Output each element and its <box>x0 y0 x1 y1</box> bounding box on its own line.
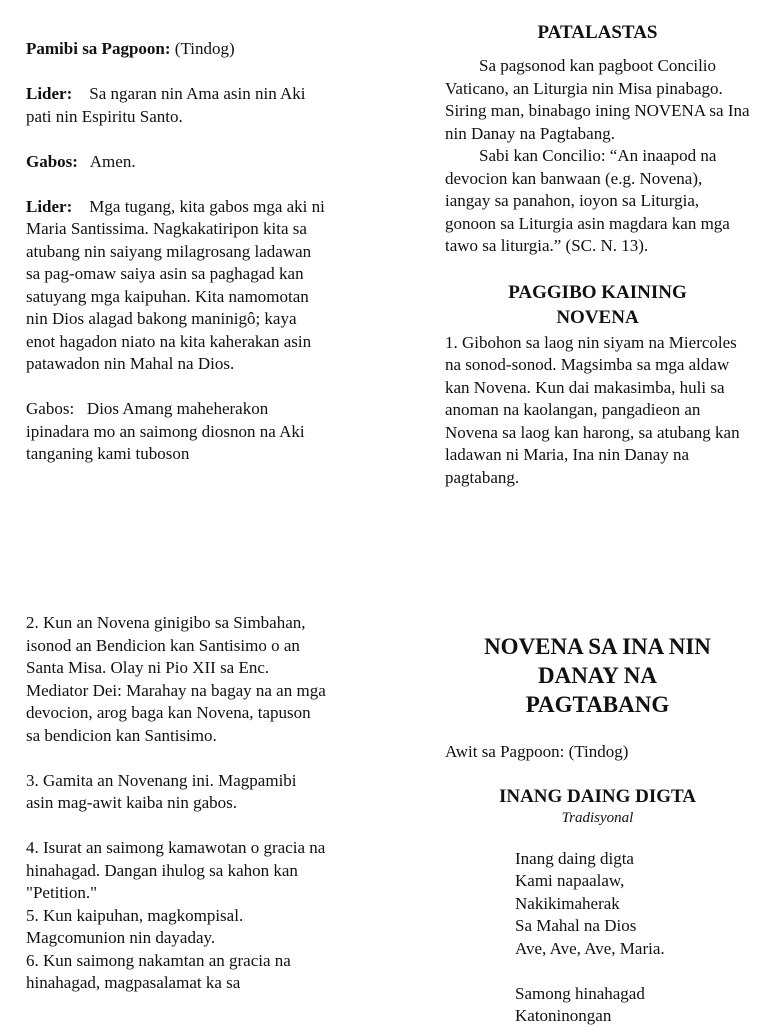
instruction-item-1: 1. Gibohon sa laog nin siyam na Miercoles na sonod-sonod. Magsimba sa mga aldaw kan Novena. Kun dai makasimba, huli sa anoman na kaolangan, pangadieon an Novena sa laog kan harong, sa atubang kan ladawan ni Maria, Ina nin Danay na pagtabang. <box>445 332 740 487</box>
gabos-line-1 <box>26 151 326 174</box>
instruction-item-3: 3. Gamita an Novenang ini. Magpamibi asin mag-awit kaiba nin gabos. <box>26 770 297 812</box>
awit-label: Awit sa Pagpoon: (Tindog) <box>445 742 629 761</box>
verse-line: Inang daing digta <box>515 848 634 868</box>
novena-title-line-3: PAGTABANG <box>525 692 670 717</box>
patalastas-paragraph-2: Sabi kan Concilio: “An inaapod na devocion kan banwaan (e.g. Novena), iangay sa panahon, ioyon sa Liturgia, gonoon sa Liturgia asin magdara kan mga tawo sa liturgia.” (SC. N. 13). <box>445 146 730 255</box>
lider-label: Lider: <box>26 196 73 216</box>
patalastas-heading: PATALASTAS <box>537 22 658 43</box>
lider-label: Lider: <box>26 84 73 103</box>
song-title: INANG DAING DIGTA <box>498 785 697 807</box>
patalastas-section <box>445 20 750 489</box>
gabos-text: Amen. <box>89 151 136 171</box>
verse-line: Kami napaalaw, <box>515 871 625 890</box>
song-verses <box>515 848 750 1028</box>
lider-line-2 <box>26 196 326 376</box>
verse-line: Samong hinahagad <box>515 983 645 1003</box>
paggibo-heading <box>445 280 750 330</box>
lider-text: Mga tugang, kita gabos mga aki ni Maria Santissima. Nagkakatiripon kita sa atubang nin saiyang milagrosang ladawan sa pag-omaw saiya asin sa paghagad kan satuyang mga kaipuhan. Kita namomotan nin Dios alagad bakong maninigô; kaya enot hagadon niato na kita kaherakan asin patawadon nin Mahal na Dios. <box>26 196 325 373</box>
prayer-heading-rest: (Tindog) <box>170 39 235 58</box>
instruction-item-6: 6. Kun saimong nakamtan an gracia na hinahagad, magpasalamat ka sa <box>26 950 291 992</box>
paggibo-heading-line-2: NOVENA <box>556 306 639 328</box>
instruction-item-2: 2. Kun an Novena ginigibo sa Simbahan, isonod an Bendicion kan Santisimo o an Santa Misa. Olay ni Pio XII sa Enc. Mediator Dei: Marahay na bagay na an mga devocion, arog baga kan Novena, tapuson sa bendicion kan Santisimo. <box>26 613 326 745</box>
gabos-label: Gabos: <box>26 399 75 418</box>
lider-text: Sa ngaran nin Ama asin nin Aki pati nin Espiritu Santo. <box>26 84 306 126</box>
prayer-heading-bold: Pamibi sa Pagpoon: <box>26 39 171 58</box>
paggibo-heading-line-1: PAGGIBO KAINING <box>508 281 687 303</box>
gabos-label: Gabos: <box>26 151 78 171</box>
gabos-text: Dios Amang maheherakon ipinadara mo an saimong diosnon na Aki tanganing kami tuboson <box>26 399 305 463</box>
novena-title-line-2: DANAY NA <box>537 663 658 688</box>
prayer-heading <box>26 38 326 61</box>
novena-title-line-1: NOVENA SA INA NIN <box>484 634 711 659</box>
gabos-line-2 <box>26 398 326 466</box>
opening-prayer-section <box>26 38 326 466</box>
verse-line: Nakikimaherak <box>515 893 620 913</box>
patalastas-paragraph-1: Sa pagsonod kan pagboot Concilio Vaticano, an Liturgia nin Misa pinabago. Siring man, binabago ining NOVENA sa Ina nin Danay na Pagtabang. <box>445 56 750 143</box>
novena-title-section <box>445 632 750 1028</box>
song-subtitle: Tradisyonal <box>561 809 634 826</box>
verse-line: Ave, Ave, Ave, Maria. <box>515 938 665 958</box>
instructions-continued-section <box>26 612 326 995</box>
verse-line: Katoninongan <box>515 1006 612 1025</box>
lider-line-1 <box>26 83 326 128</box>
instruction-item-4: 4. Isurat an saimong kamawotan o gracia na hinahagad. Dangan ihulog sa kahon kan "Petition." <box>26 838 326 902</box>
novena-title <box>445 632 750 719</box>
verse-line: Sa Mahal na Dios <box>515 916 637 935</box>
instruction-item-5: 5. Kun kaipuhan, magkompisal. Magcomunion nin dayaday. <box>26 905 244 947</box>
